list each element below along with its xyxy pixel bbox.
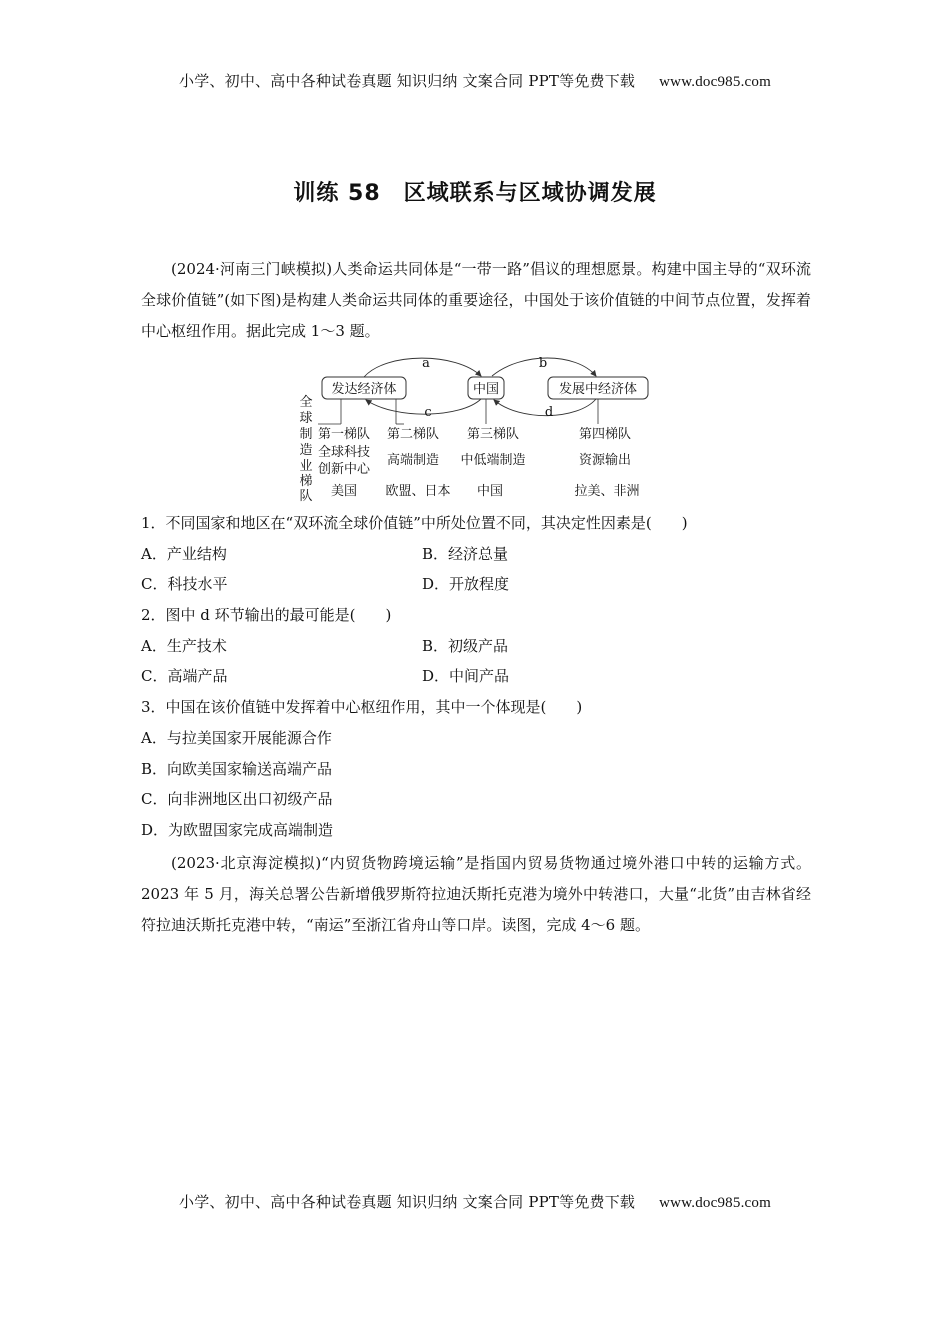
- question-3-stem: 3．中国在该价值链中发挥着中心枢纽作用，其中一个体现是( ): [141, 698, 583, 716]
- question-3-option-c[interactable]: C．向非洲地区出口初级产品: [141, 790, 333, 808]
- footer-url[interactable]: www.doc985.com: [659, 1195, 771, 1211]
- box-developing-label: 发展中经济体: [558, 382, 638, 397]
- question-3-option-d[interactable]: D．为欧盟国家完成高端制造: [141, 821, 334, 839]
- side-label-6: 队: [299, 489, 313, 502]
- intro-paragraph-1: (2024·河南三门峡模拟)人类命运共同体是“一带一路”倡议的理想愿景。构建中国主导的“双环流全球价值链”(如下图)是构建人类命运共同体的重要途径，中国处于该价值链的中间节点位置，发挥着中心枢纽作用。据此完成 1～3 题。: [141, 260, 811, 340]
- tier-3-region: 中国: [476, 484, 504, 499]
- page-footer: [0, 1191, 950, 1212]
- tier-4-name: 第四梯队: [578, 427, 632, 442]
- question-2-stem: 2．图中 d 环节输出的最可能是( ): [141, 606, 392, 624]
- question-1-option-a[interactable]: A．产业结构: [141, 545, 227, 563]
- side-label-5: 梯: [299, 474, 313, 489]
- intro-paragraph-2: (2023·北京海淀模拟)“内贸货物跨境运输”是指国内贸易货物通过境外港口中转的运输方式。2023 年 5 月，海关总署公告新增俄罗斯符拉迪沃斯托克港为境外中转港口，大量“北货”由吉林省经符拉迪沃斯托克港中转，“南运”至浙江省舟山等口岸。读图，完成 4～6 题。: [141, 854, 811, 934]
- box-china-label: 中国: [472, 382, 500, 397]
- side-label-2: 制: [299, 427, 313, 442]
- value-chain-diagram: [296, 352, 656, 502]
- tier-1-role1: 全球科技: [317, 445, 371, 460]
- question-1-stem: 1．不同国家和地区在“双环流全球价值链”中所处位置不同，其决定性因素是( ): [141, 514, 688, 532]
- side-label-1: 球: [299, 411, 313, 426]
- question-1-option-c[interactable]: C．科技水平: [141, 575, 228, 593]
- tier-2-role1: 高端制造: [386, 453, 440, 468]
- header-url[interactable]: www.doc985.com: [659, 74, 771, 90]
- page-title: 训练 58 区域联系与区域协调发展: [293, 181, 657, 206]
- tier-2-region: 欧盟、日本: [385, 484, 451, 499]
- question-1-option-d[interactable]: D．开放程度: [422, 575, 510, 593]
- arrow-label-b: b: [538, 356, 548, 371]
- tier-3-role1: 中低端制造: [460, 453, 526, 468]
- arrow-label-d: d: [544, 405, 554, 420]
- arrow-label-c: c: [424, 405, 432, 420]
- tier-1-role2: 创新中心: [317, 462, 371, 477]
- box-developed-label: 发达经济体: [331, 382, 397, 397]
- question-1-option-b[interactable]: B．经济总量: [422, 545, 509, 563]
- side-label-3: 造: [299, 443, 313, 458]
- tier-2-name: 第二梯队: [386, 427, 440, 442]
- question-3-option-b[interactable]: B．向欧美国家输送高端产品: [141, 760, 333, 778]
- tier-1-region: 美国: [330, 484, 358, 499]
- question-2-option-d[interactable]: D．中间产品: [422, 667, 510, 685]
- footer-text: 小学、初中、高中各种试卷真题 知识归纳 文案合同 PPT等免费下载: [179, 1193, 636, 1211]
- question-2-option-b[interactable]: B．初级产品: [422, 637, 509, 655]
- tier-3-name: 第三梯队: [466, 427, 520, 442]
- page-header: [0, 70, 950, 91]
- tier-4-region: 拉美、非洲: [574, 484, 640, 499]
- tier-1-name: 第一梯队: [317, 427, 371, 442]
- question-2-option-a[interactable]: A．生产技术: [141, 637, 227, 655]
- side-label-4: 业: [299, 459, 313, 474]
- question-2-option-c[interactable]: C．高端产品: [141, 667, 228, 685]
- header-text: 小学、初中、高中各种试卷真题 知识归纳 文案合同 PPT等免费下载: [179, 72, 636, 90]
- question-3-option-a[interactable]: A．与拉美国家开展能源合作: [141, 729, 332, 747]
- arrow-label-a: a: [422, 356, 430, 371]
- side-label-0: 全: [299, 395, 313, 410]
- tier-4-role1: 资源输出: [578, 453, 632, 468]
